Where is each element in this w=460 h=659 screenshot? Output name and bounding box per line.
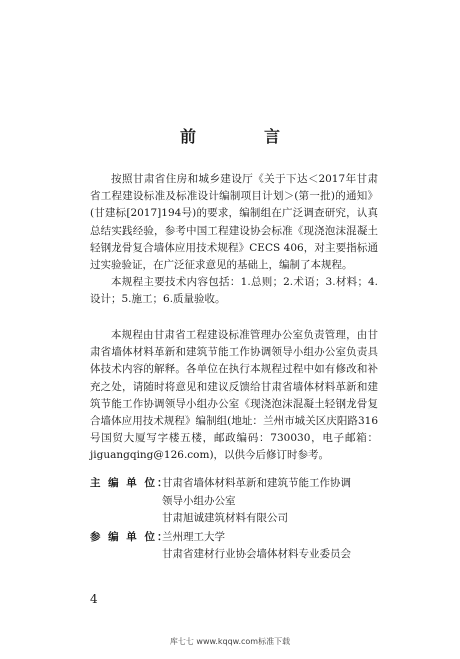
editorial-units: [90, 475, 390, 565]
unit-line: 甘肃旭诚建筑材料有限公司: [162, 512, 288, 524]
watermark-footer: 库七七 www.kqqw.com标准下载: [169, 637, 291, 646]
paragraph-text: 本规程由甘肃省工程建设标准管理办公室负责管理，由甘肃省墙体材料革新和建筑节能工作协调领导小组办公室负责具体技术内容的解释。各单位在执行本规程过程中如有修改和补充之处，请随时将意见和建议反馈给甘肃省墙体材料革新和建筑节能工作协调领导小组办公室《现浇泡沫混凝土轻钢龙骨复合墙体应用技术规程》编制组(地址：兰州市城关区庆阳路316号国贸大厦写字楼五楼，邮政编码：730030，电子邮箱：jiguangqing@126.com)，以供今后修订时参考。: [90, 329, 378, 462]
paragraph-3: [90, 327, 378, 465]
paragraph-1: [90, 171, 378, 274]
unit-list: [162, 475, 390, 528]
unit-label: 主 编 单 位：: [90, 477, 170, 489]
participating-units: [90, 529, 390, 564]
chief-editor-units: [90, 475, 390, 528]
page-number: 4: [90, 592, 98, 606]
unit-line: 甘肃省建材行业协会墙体材料专业委员会: [162, 548, 351, 560]
unit-line: 甘肃省墙体材料革新和建筑节能工作协调: [162, 477, 351, 489]
unit-label: 参 编 单 位：: [90, 530, 170, 543]
paragraph-text: 本规程主要技术内容包括：1.总则；2.术语；3.材料；4.设计；5.施工；6.质量验收。: [90, 276, 378, 306]
unit-line: 领导小组办公室: [162, 494, 236, 507]
paragraph-text: 按照甘肃省住房和城乡建设厅《关于下达＜2017年甘肃省工程建设标准及标准设计编制项目计划＞(第一批)的通知》(甘建标[2017]194号)的要求，编制组在广泛调查研究，认真总结实践经验，参考中国工程建设协会标准《现浇泡沫混凝土轻钢龙骨复合墙体应用技术规程》CECS 406，对主要指标通过实验验证，在广泛征求意见的基础上，编制了本规程。: [90, 173, 378, 272]
paragraph-2: [90, 274, 378, 308]
page-title: 前 言: [179, 127, 306, 146]
unit-line: 兰州理工大学: [162, 530, 225, 543]
unit-list: [162, 529, 390, 564]
